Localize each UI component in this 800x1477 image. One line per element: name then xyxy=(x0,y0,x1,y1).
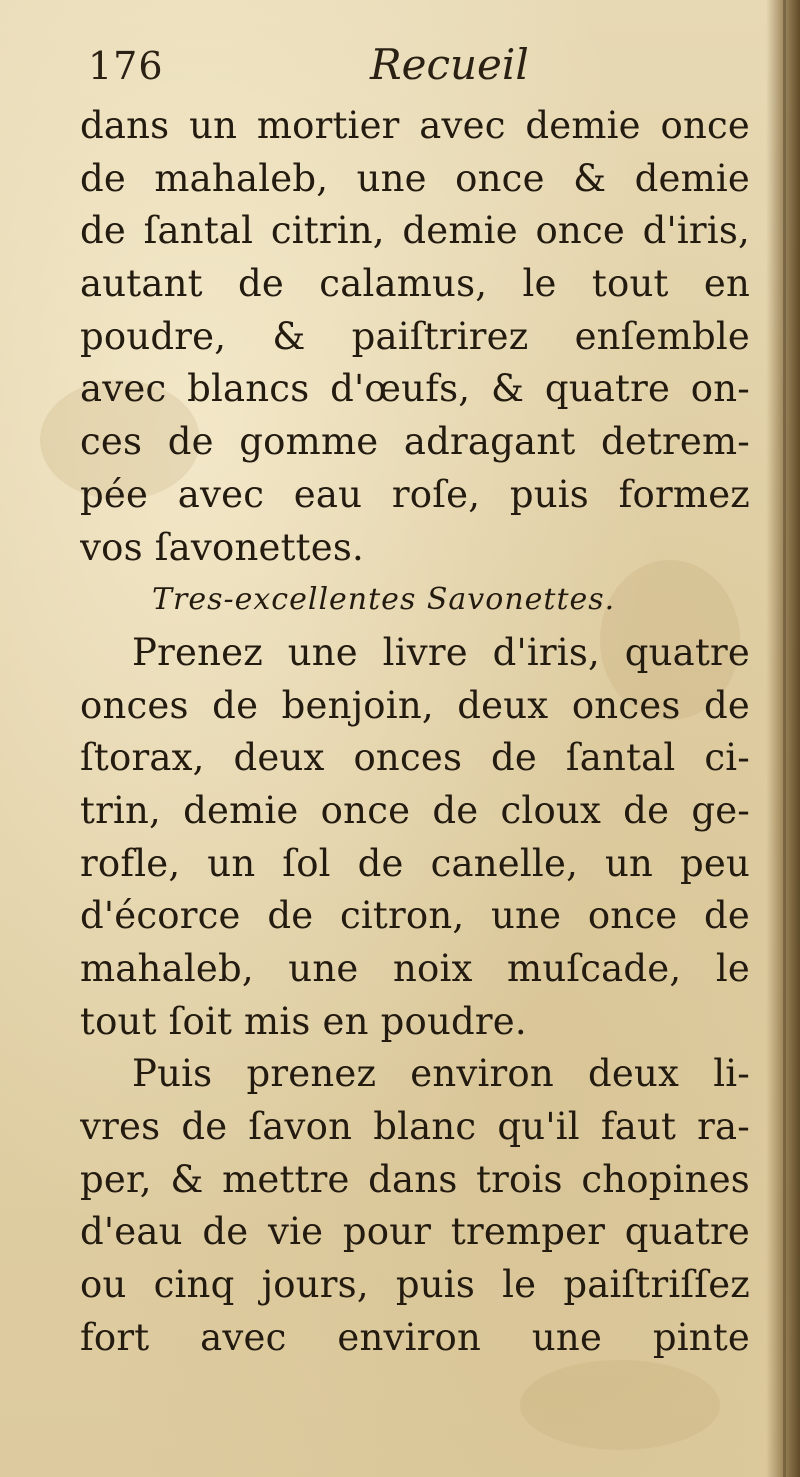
text-line: d'écorce de citron, une once de xyxy=(80,894,750,938)
text-line: de mahaleb, une once & demie xyxy=(80,156,750,200)
paper-stain xyxy=(520,1360,720,1450)
page-number: 176 xyxy=(88,44,164,88)
text-line: ces de gomme adragant detrem- xyxy=(80,420,750,464)
text-line: onces de benjoin, deux onces de xyxy=(80,683,750,727)
text-line: mahaleb, une noix muſcade, le xyxy=(80,947,750,990)
text-line: Prenez une livre d'iris, quatre xyxy=(132,630,750,674)
text-line: vres de ſavon blanc qu'il faut ra- xyxy=(80,1105,750,1149)
text-line: autant de calamus, le tout en xyxy=(80,262,750,306)
text-line: ou cinq jours, puis le paiſtriſſez xyxy=(80,1263,750,1307)
text-line: trin, demie once de cloux de ge- xyxy=(80,788,750,832)
text-line: per, & mettre dans trois chopines xyxy=(80,1157,750,1201)
text-line: d'eau de vie pour tremper quatre xyxy=(80,1210,750,1254)
running-title: Recueil xyxy=(370,40,529,89)
text-line: de ſantal citrin, demie once d'iris, xyxy=(80,209,750,253)
text-line: Puis prenez environ deux li- xyxy=(132,1052,750,1096)
text-line: tout ſoit mis en poudre. xyxy=(80,999,527,1043)
text-line: poudre, & paiſtrirez enſemble xyxy=(80,314,750,358)
text-line: fort avec environ une pinte xyxy=(80,1315,750,1359)
text-line: rofle, un ſol de canelle, un peu xyxy=(80,841,750,885)
body-text xyxy=(80,100,750,1365)
text-line: vos ſavonettes. xyxy=(80,525,364,569)
text-line: pée avec eau roſe, puis formez xyxy=(80,472,750,516)
page-header xyxy=(0,40,800,100)
section-heading: Tres-excellentes Savonettes. xyxy=(152,582,616,618)
text-line: avec blancs d'œufs, & quatre on- xyxy=(80,367,750,411)
page-gutter-edge xyxy=(783,0,786,1477)
text-line: dans un mortier avec demie once xyxy=(80,104,750,147)
text-line: ſtorax, deux onces de ſantal ci- xyxy=(80,736,750,780)
